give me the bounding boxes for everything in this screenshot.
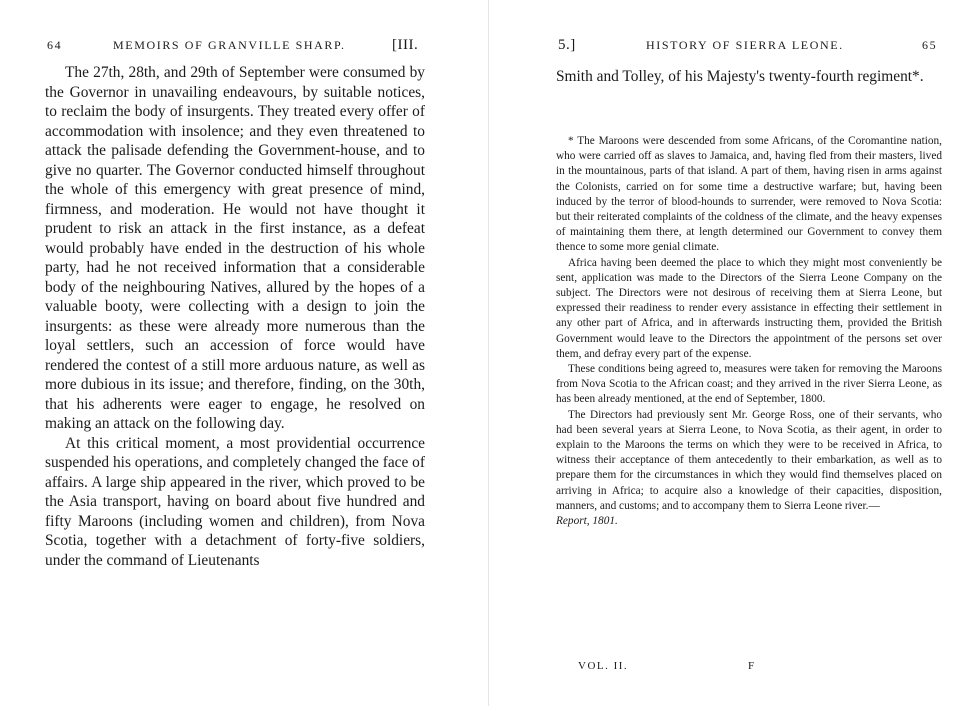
left-body xyxy=(45,63,425,570)
right-page-number: 65 xyxy=(922,38,938,52)
right-page xyxy=(490,0,980,706)
paragraph: At this critical moment, a most providential occurrence suspended his operations, and completely changed the face of affairs. A large ship appeared in the river, which proved to be the Asia transport, having on board about five hundred and fifty Maroons (including women and children), from Nova Scotia, together with a detachment of forty-five soldiers, under the command of Lieutenants xyxy=(45,434,425,569)
footnote-citation: Report, 1801. xyxy=(556,515,618,528)
paragraph: The 27th, 28th, and 29th of September were consumed by the Governor in unavailing endeavours, by suitable notices, to reclaim the body of insurgents. They treated every offer of accommodation with insolence; and they even threatened to attack the palisade defending the Government-house, and to give no quarter. The Governor conducted himself throughout the whole of this emergency with great presence of mind, firmness, and moderation. He would not have thought it prudent to risk an attack in the first instance, as a defeat would probably have ended in the destruction of his whole party, had he not received information that a considerable body of the neighbouring Natives, allured by the hopes of a valuable booty, were collecting with a design to join the insurgents: as these were already more numerous than the loyal settlers, such an accession of force would have rendered the contest of a still more arduous nature, as well as more dubious in its issue; and therefore, finding, on the 30th, that his adherents were eager to engage, he resolved on making an attack on the following day. xyxy=(45,64,425,432)
footnote-paragraph: Africa having been deemed the place to which they might most conveniently be sent, application was made to the Directors of the Sierra Leone Company on the subject. The Directors were not desirous of receiving them at Sierra Leone, but expressed their readiness to render every assistance in effecting their settlement in any other part of Africa, and in afterwards instructing them, provided the British Government would leave to the Directors the appointment of the persons set over them, and defray every part of the expense. xyxy=(556,256,942,360)
continuation-text: Smith and Tolley, of his Majesty's twenty-fourth regiment*. xyxy=(556,68,924,85)
right-body xyxy=(556,67,941,87)
footnote-paragraph: These conditions being agreed to, measures were taken for removing the Maroons from Nova Scotia to the African coast; and they arrived in the river Sierra Leone, as has been already mentioned, at the end of September, 1800. xyxy=(556,363,942,406)
left-running-title: MEMOIRS OF GRANVILLE SHARP. xyxy=(113,38,346,52)
signature-mark: F xyxy=(748,660,756,672)
left-chapter-marker: [III. xyxy=(392,37,419,53)
right-running-title: HISTORY OF SIERRA LEONE. xyxy=(646,38,844,52)
gutter xyxy=(488,0,489,706)
left-page-number: 64 xyxy=(47,38,63,52)
signature-volume: VOL. II. xyxy=(578,660,629,672)
footnote-paragraph: * The Maroons were descended from some Africans, of the Coromantine nation, who were carried off as slaves to Jamaica, and, having fled from their masters, lived in the mountainous, parts of that island. A part of them, having risen in arms against the Colonists, carried on for some time a destructive warfare; but, having been induced by the terror of blood-hounds to surrender, were removed to Nova Scotia: but their reiterated complaints of the coldness of the climate, and the heavy expenses of maintaining them there, at length determined our Government to convey them thence to some more genial climate. xyxy=(556,135,942,254)
footnote xyxy=(556,134,942,529)
right-chapter-marker: 5.] xyxy=(558,37,576,53)
footnote-paragraph: The Directors had previously sent Mr. George Ross, one of their servants, who had been several years at Sierra Leone, to Nova Scotia, as their agent, in order to explain to the Maroons the terms on which they were to be received in Africa, to witness their acceptance of them antecedently to their embarkation, as well as to prepare them for the circumstances in which they would find themselves placed on arriving in Africa; to acquire also a knowledge of their capacities, disposition, manners, and customs; and to accompany them to Sierra Leone river.— xyxy=(556,408,942,512)
